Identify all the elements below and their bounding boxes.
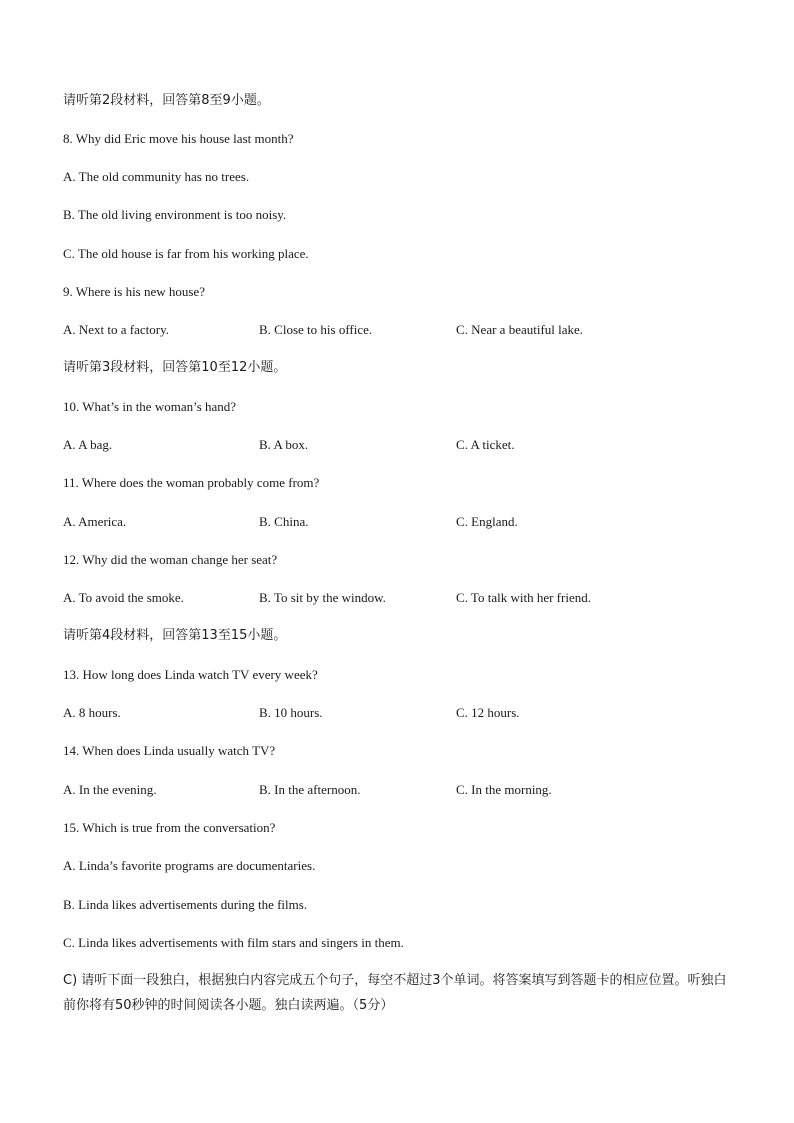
question-15: 15. Which is true from the conversation? [63, 820, 276, 835]
q9-option-b: B. Close to his office. [259, 322, 373, 337]
q11-option-a: A. America. [63, 514, 127, 529]
question-8: 8. Why did Eric move his house last month? [63, 131, 294, 146]
q9-option-a: A. Next to a factory. [63, 322, 170, 337]
question-10: 10. What’s in the woman’s hand? [63, 399, 237, 414]
q15-option-a: A. Linda’s favorite programs are documentaries. [63, 858, 316, 873]
q8-option-b: B. The old living environment is too noisy. [63, 207, 287, 222]
q12-option-c: C. To talk with her friend. [456, 590, 591, 605]
q12-option-b: B. To sit by the window. [259, 590, 386, 605]
question-12: 12. Why did the woman change her seat? [63, 552, 278, 567]
q13-option-b: B. 10 hours. [259, 705, 323, 720]
q15-option-c: C. Linda likes advertisements with film stars and singers in them. [63, 935, 404, 950]
q13-option-a: A. 8 hours. [63, 705, 121, 720]
q10-option-a: A. A bag. [63, 437, 113, 452]
q11-option-b: B. China. [259, 514, 309, 529]
q15-option-b: B. Linda likes advertisements during the films. [63, 897, 308, 912]
question-13: 13. How long does Linda watch TV every week? [63, 667, 318, 682]
question-11: 11. Where does the woman probably come from? [63, 475, 320, 490]
q8-option-a: A. The old community has no trees. [63, 169, 250, 184]
q10-option-b: B. A box. [259, 437, 309, 452]
q13-option-c: C. 12 hours. [456, 705, 520, 720]
q9-option-c: C. Near a beautiful lake. [456, 322, 584, 337]
q11-option-c: C. England. [456, 514, 518, 529]
q14-option-c: C. In the morning. [456, 782, 552, 797]
q12-option-a: A. To avoid the smoke. [63, 590, 184, 605]
q14-option-b: B. In the afternoon. [259, 782, 361, 797]
question-9: 9. Where is his new house? [63, 284, 206, 299]
section2-header: 请听第2段材料，回答第8至9小题。 [63, 93, 270, 108]
q14-option-a: A. In the evening. [63, 782, 157, 797]
q8-option-c: C. The old house is far from his working place. [63, 246, 309, 261]
section4-header: 请听第4段材料，回答第13至15小题。 [63, 628, 287, 643]
q10-option-c: C. A ticket. [456, 437, 515, 452]
question-14: 14. When does Linda usually watch TV? [63, 743, 276, 758]
section-c-instructions: C) 请听下面一段独白，根据独白内容完成五个句子，每空不超过3个单词。将答案填写到答题卡的相应位置。听独白前你将有50秒钟的时间阅读各小题。独白读两遍。（5分） [63, 973, 727, 1013]
section3-header: 请听第3段材料，回答第10至12小题。 [63, 360, 287, 375]
